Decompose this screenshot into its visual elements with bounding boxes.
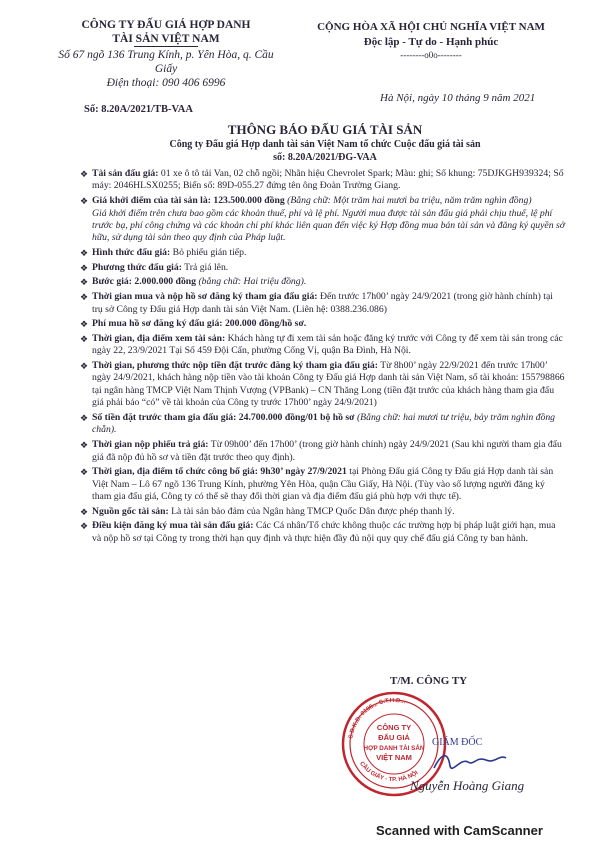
org-name: CÔNG TY ĐẤU GIÁ HỢP DANH: [81, 19, 251, 31]
item-text: Các Cá nhân/Tổ chức không thuộc các trường hợp bị pháp luật giới hạn, mua và nộp hồ sơ tại Công ty trong thời hạn quy định và thực hiện đầy đủ nội quy quy chế đấu giá Công ty ban hành.: [92, 520, 556, 544]
item-label: Tài sản đấu giá:: [92, 168, 159, 179]
item-text: (bằng chữ: Hai triệu đồng).: [196, 276, 307, 288]
handwritten-signature: [430, 748, 510, 778]
item-label: Hình thức đấu giá:: [92, 247, 171, 259]
bullet-icon: ❖: [80, 506, 89, 517]
item-note: Giá khởi điểm trên chưa bao gồm các khoản thuế, phí và lệ phí. Người mua được tài sản đấu giá phải chịu thuế, lệ phí trước bạ, phí công chứng và các khoản chi phí khác liên quan đến việc ký Hợp đồng mua bán tài sản và đăng ký quyền sở hữu, sử dụng tài sản theo quy định của Pháp luật.: [92, 207, 565, 244]
item-label: Phí mua hồ sơ đăng ký đấu giá: 200.000 đồng/hồ sơ.: [92, 318, 307, 330]
svg-text:CÔNG TY: CÔNG TY: [376, 723, 412, 732]
item-label: Bước giá: 2.000.000 đồng: [92, 276, 197, 288]
item-text: (Bằng chữ: Một trăm hai mươi ba triệu, năm trăm nghìn đồng): [284, 195, 532, 207]
bullet-icon: ❖: [80, 248, 89, 259]
scanner-watermark: Scanned with CamScanner: [376, 823, 543, 838]
bullet-icon: ❖: [80, 169, 89, 179]
bullet-icon: ❖: [80, 196, 89, 207]
org-address: Số 67 ngõ 136 Trung Kính, p. Yên Hòa, q. Cầu Giấy: [58, 49, 274, 75]
item-text: Từ 8h00’ ngày 22/9/2021 đến trước 17h00’ ngày 24/9/2021, khách hàng nộp tiền vào tài khoản Công ty Đấu giá Hợp danh tài sản Việt Nam, số tài khoản: 155798866 tại ngân hàng TMCP Việt Nam Thịnh Vượng (VPBank) – CN Thăng Long (tiền đặt trước của khách hàng tham gia đấu giá phải báo “có” về tài khoản của Công ty trước 17h00’ ngày 24/9/2021): [92, 360, 565, 409]
list-item: [80, 168, 566, 193]
item-label: Thời gian, phương thức nộp tiền đặt trước đăng ký tham gia đấu giá:: [92, 360, 378, 372]
bullet-icon: ❖: [80, 361, 89, 372]
list-item: [80, 261, 566, 274]
item-label: Điều kiện đăng ký mua tài sản đấu giá:: [92, 520, 254, 532]
list-item: [80, 195, 566, 245]
item-text: Trả giá lên.: [181, 261, 229, 273]
item-label: Thời gian nộp phiếu trả giá:: [92, 439, 209, 451]
bullet-icon: ❖: [80, 292, 89, 303]
document-title: THÔNG BÁO ĐẤU GIÁ TÀI SẢN: [227, 122, 423, 137]
list-item: [80, 520, 566, 545]
list-item: [80, 276, 566, 288]
notice-items: [80, 168, 566, 548]
item-text: Đến trước 17h00’ ngày 24/9/2021 (trong giờ hành chính) tại trụ sở Công ty Đấu giá Hợp danh tài sản Việt Nam. (Liên hệ: 0388.236.086): [92, 291, 553, 315]
bullet-icon: ❖: [80, 262, 89, 273]
org-header: [46, 18, 286, 90]
svg-text:CẦU GIẤY - TP. HÀ NỘI: CẦU GIẤY - TP. HÀ NỘI: [358, 760, 420, 784]
national-header: [300, 20, 562, 60]
list-item: [80, 332, 566, 358]
republic-title: CỘNG HÒA XÃ HỘI CHỦ NGHĨA VIỆT NAM: [317, 21, 545, 33]
item-text: (Bằng chữ: hai mươi tư triệu, bảy trăm nghìn đồng chẵn).: [92, 411, 556, 436]
item-label: Phương thức đấu giá:: [92, 261, 182, 273]
national-motto: Độc lập - Tự do - Hạnh phúc: [363, 36, 499, 48]
item-label: Thời gian, địa điểm tổ chức công bố giá: 9h30’ ngày 27/9/2021: [92, 466, 347, 478]
bullet-icon: ❖: [80, 319, 89, 330]
document-number: Số: 8.20A/2021/TB-VAA: [84, 104, 193, 115]
svg-text:S.Đ.K.D: 0108... C.T.H.Đ...: S.Đ.K.D: 0108... C.T.H.Đ...: [348, 697, 407, 740]
org-name-line2: TÀI SẢN VIỆT NAM: [112, 33, 220, 45]
document-subtitle: Công ty Đấu giá Hợp danh tài sản Việt Nam tổ chức Cuộc đấu giá tài sản: [169, 139, 481, 150]
item-label: Số tiền đặt trước tham gia đấu giá: 24.700.000 đồng/01 bộ hồ sơ: [92, 411, 355, 423]
document-date: Hà Nội, ngày 10 tháng 9 năm 2021: [380, 92, 536, 104]
svg-text:VIỆT NAM: VIỆT NAM: [376, 753, 412, 762]
list-item: [80, 439, 566, 464]
svg-text:HỢP DANH TÀI SẢN: HỢP DANH TÀI SẢN: [363, 745, 425, 752]
auction-number: số: 8.20A/2021/ĐG-VAA: [273, 152, 377, 163]
document-title-block: [84, 121, 566, 165]
bullet-icon: ❖: [80, 440, 89, 451]
bullet-icon: ❖: [80, 521, 89, 532]
org-phone: Điện thoại: 090 406 6996: [106, 77, 226, 89]
bullet-icon: ❖: [80, 333, 89, 344]
item-label: Giá khởi điểm của tài sản là: 123.500.000 đồng: [92, 195, 285, 207]
list-item: [80, 247, 566, 259]
svg-text:ĐẤU GIÁ: ĐẤU GIÁ: [378, 733, 410, 742]
signature-for-company: T/M. CÔNG TY: [390, 675, 468, 687]
item-text: 01 xe ô tô tải Van, 02 chỗ ngồi; Nhãn hiệu Chevrolet Spark; Màu: ghi; Số khung: 75DJKGH939324; Số máy: 2046HLSX0255; Biển số: 89D-055.27 đứng tên ông Đoàn Trường Giang.: [92, 168, 564, 192]
list-item: [80, 291, 566, 316]
bullet-icon: ❖: [80, 277, 89, 288]
item-text: Từ 09h00’ đến 17h00’ (trong giờ hành chính) ngày 24/9/2021 (Sau khi người tham gia đấu giá đã nộp đủ hồ sơ và tiền đặt trước theo quy định).: [92, 439, 562, 463]
org-underline: [134, 46, 198, 47]
signatory-name: Nguyễn Hoàng Giang: [410, 778, 525, 793]
item-text: Khách hàng tự đi xem tài sản hoặc đăng ký trước với Công ty để xem tài sản trong các ngày 22, 23/9/2021 Tại Số 459 Đội Cấn, phường Cống Vị, quận Ba Đình, Hà Nội.: [92, 332, 563, 357]
item-label: Thời gian mua và nộp hồ sơ đăng ký tham gia đấu giá:: [92, 291, 318, 303]
item-label: Nguồn gốc tài sản:: [92, 505, 169, 517]
item-text: Bỏ phiếu gián tiếp.: [170, 247, 247, 259]
motto-divider: --------o0o--------: [400, 50, 462, 60]
list-item: [80, 360, 566, 410]
list-item: [80, 505, 566, 518]
list-item: [80, 466, 566, 503]
signatory-position: GIÁM ĐỐC: [432, 737, 483, 748]
list-item: [80, 411, 566, 437]
bullet-icon: ❖: [80, 412, 89, 423]
bullet-icon: ❖: [80, 467, 89, 478]
item-label: Thời gian, địa điểm xem tài sản:: [92, 332, 226, 344]
item-text: tại Phòng Đấu giá Công ty Đấu giá Hợp danh tài sản Việt Nam – Lô 67 ngõ 136 Trung Kính, phường Yên Hòa, quận Cầu Giấy, Hà Nội. (Tùy vào số lượng người đăng ký tham gia đấu giá, Công ty có thể sẽ thay đổi thời gian và địa điểm đấu giá phù hợp với thực tế).: [92, 466, 554, 503]
item-text: Là tài sản bảo đảm của Ngân hàng TMCP Quốc Dân được phép thanh lý.: [168, 505, 455, 517]
list-item: [80, 318, 566, 330]
